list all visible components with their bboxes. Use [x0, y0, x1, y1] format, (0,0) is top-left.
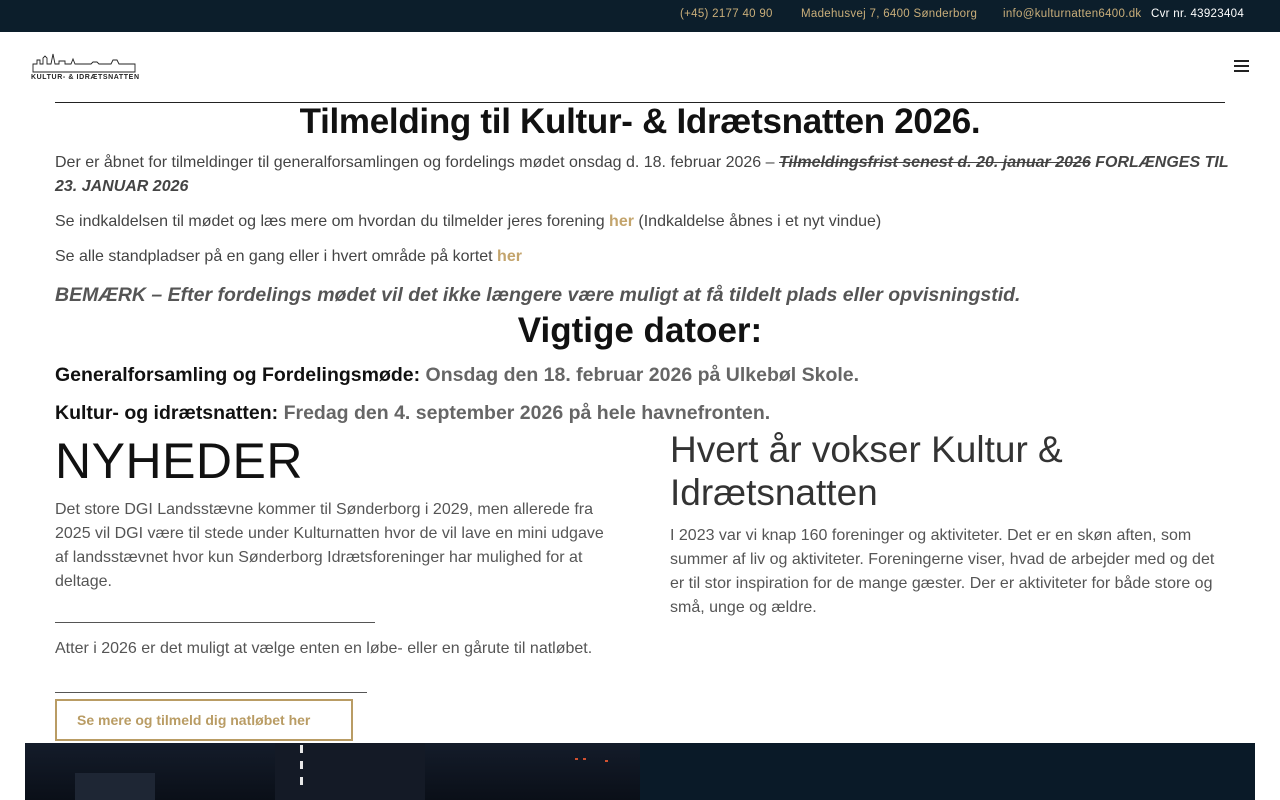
top-contact-bar	[0, 0, 1280, 32]
page-title: Tilmelding til Kultur- & Idrætsnatten 2026.	[299, 102, 981, 141]
news-divider	[55, 692, 367, 693]
news-text: Det store DGI Landsstævne kommer til Sønderborg i 2029, men allerede fra 2025 vil DGI være til stede under Kulturnatten hvor de vil lave en mini udgave af landsstævnet hvor kun Sønderborg Idrætsforeninger har mulighed for at deltage.	[55, 501, 604, 590]
growth-text: I 2023 var vi knap 160 foreninger og aktiviteter. Det er en skøn aften, som summer af liv og aktiviteter. Foreningerne viser, hvad de arbejder med og det er til stor inspiration for de mange gæster. Der er aktiviteter for både store og små, unge og ældre.	[670, 527, 1215, 616]
date-value: Fredag den 4. september 2026 på hele havnefronten.	[278, 402, 771, 424]
news-text-run: Atter i 2026 er det muligt at vælge enten en løbe- eller en gårute til natløbet.	[55, 640, 593, 657]
deadline-extended-date-text: 23. JANUAR 2026	[55, 178, 189, 195]
signup-intro-text: Der er åbnet for tilmeldinger til generalforsamlingen og fordelings mødet onsdag d. 18. februar 2026 –	[55, 154, 775, 171]
notice-text: BEMÆRK – Efter fordelings mødet vil det ikke længere være muligt at få tildelt plads eller opvisningstid.	[55, 284, 1021, 306]
date-value: Onsdag den 18. februar 2026 på Ulkebøl Skole.	[420, 364, 860, 386]
cvr-number: Cvr nr. 43923404	[1151, 8, 1245, 20]
invite-paragraph	[55, 213, 881, 231]
map-text: Se alle standpladser på en gang eller i hvert område på kortet	[55, 248, 498, 265]
deadline-extended: FORLÆNGES TIL	[1090, 154, 1229, 171]
date-label: Kultur- og idrætsnatten:	[55, 402, 279, 424]
email-link[interactable]: info@kulturnatten6400.dk	[1003, 8, 1142, 20]
invite-note: (Indkaldelse åbnes i et nyt vindue)	[633, 213, 882, 230]
site-logo[interactable]	[31, 50, 140, 84]
map-paragraph	[55, 248, 522, 266]
dates-title: Vigtige datoer:	[517, 311, 763, 350]
run-signup-button[interactable]: Se mere og tilmeld dig natløbet her	[55, 699, 353, 741]
invite-text: Se indkaldelsen til mødet og læs mere om hvordan du tilmelder jeres forening	[55, 213, 610, 230]
map-link[interactable]: her	[497, 248, 522, 265]
phone-link[interactable]: (+45) 2177 40 90	[680, 8, 773, 20]
skyline-icon	[31, 50, 137, 76]
signup-intro	[55, 154, 1229, 172]
news-title: NYHEDER	[55, 433, 303, 489]
dark-panel	[640, 743, 1255, 800]
hamburger-icon[interactable]	[1232, 58, 1252, 74]
address-link[interactable]: Madehusvej 7, 6400 Sønderborg	[801, 8, 978, 20]
date-row-meeting	[55, 364, 859, 387]
growth-title: Hvert år vokser Kultur & Idrætsnatten	[670, 429, 1063, 513]
date-label: Generalforsamling og Fordelingsmøde:	[55, 364, 421, 386]
date-row-event	[55, 402, 770, 425]
news-divider	[55, 622, 375, 623]
deadline-extended-date	[55, 178, 188, 196]
invite-link[interactable]: her	[609, 213, 634, 230]
deadline-struck: Tilmeldingsfrist senest d. 20. januar 2026	[778, 154, 1091, 171]
logo-wordmark: KULTUR- & IDRÆTSNATTEN	[31, 74, 140, 81]
night-photo	[25, 743, 640, 800]
